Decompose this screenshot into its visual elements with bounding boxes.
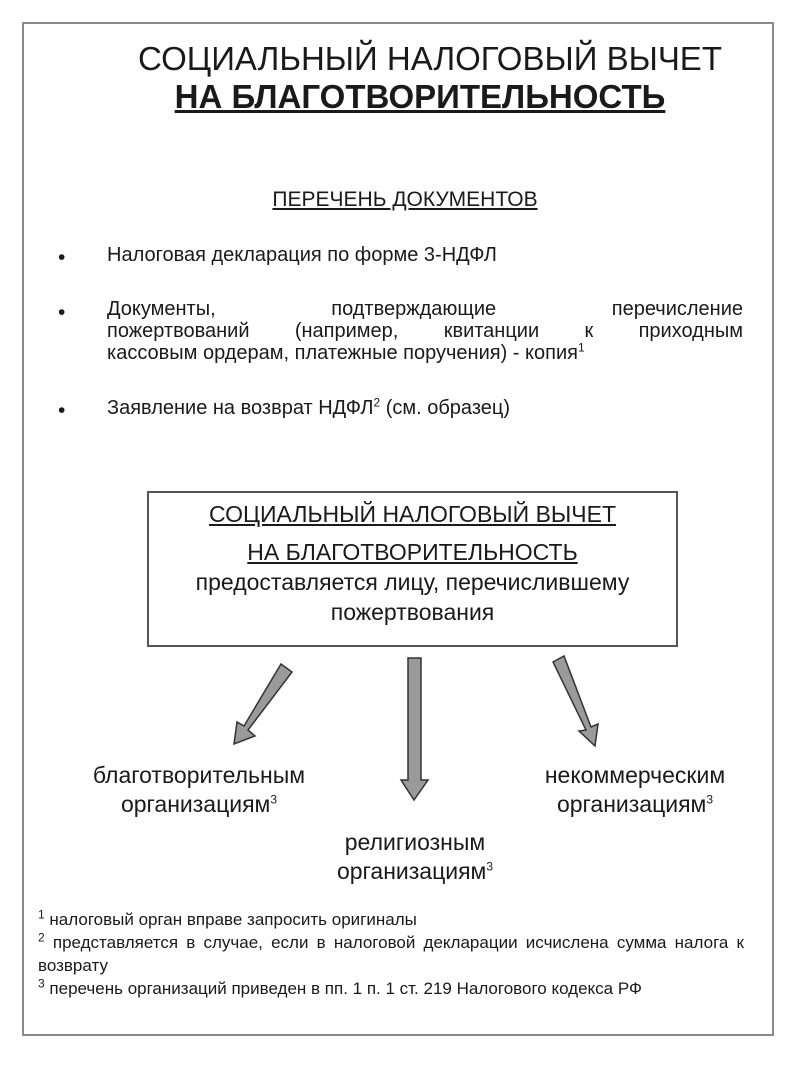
arrow-right-icon xyxy=(553,656,598,746)
footnote-1: $^1$ налоговый орган вправе запросить оригиналы xyxy=(38,907,417,929)
footnote-2: $^2$ представляется в случае, если в налоговой декларации исчислена сумма налога к возврату xyxy=(38,930,744,975)
arrow-left-icon xyxy=(234,664,292,744)
document-item-text: Налоговая декларация по форме 3-НДФЛ xyxy=(107,244,497,266)
box-line-2: НА БЛАГОТВОРИТЕЛЬНОСТЬ xyxy=(247,539,578,565)
footnotes xyxy=(38,908,744,1000)
document-item-text: кассовым ордерам, платежные поручения) - копия$^1$ xyxy=(107,340,585,364)
bullet-icon: • xyxy=(58,246,66,269)
footnote-mark: 3 xyxy=(270,792,278,807)
page-title-line-1: СОЦИАЛЬНЫЙ НАЛОГОВЫЙ ВЫЧЕТ xyxy=(138,40,722,77)
footnote-mark: 2 xyxy=(373,395,381,410)
arrow-middle-icon xyxy=(401,658,428,800)
page-title-line-2: НА БЛАГОТВОРИТЕЛЬНОСТЬ xyxy=(174,78,666,115)
box-line-1: СОЦИАЛЬНЫЙ НАЛОГОВЫЙ ВЫЧЕТ xyxy=(208,501,616,527)
box-line-3: предоставляется лицу, перечислившему xyxy=(195,569,630,595)
recipient-charitable: благотворительным организациям$^3$ xyxy=(92,762,306,817)
recipient-religious: религиозным организациям$^3$ xyxy=(336,829,494,884)
document-item-text: Документы, подтверждающие перечисление xyxy=(107,298,743,320)
box-line-4: пожертвования xyxy=(330,599,495,625)
document-item-text: Заявление на возврат НДФЛ xyxy=(107,397,374,419)
footnote-mark: 1 xyxy=(577,340,585,355)
documents-heading: ПЕРЕЧЕНЬ ДОКУМЕНТОВ xyxy=(272,188,538,211)
footnote-mark: 3 xyxy=(486,859,494,874)
document-item-text: пожертвований (например, квитанции к приходным xyxy=(107,320,743,342)
document-item-text: (см. образец) xyxy=(380,397,511,419)
footnote-3: $^3$ перечень организаций приведен в пп. 1 п. 1 ст. 219 Налогового кодекса РФ xyxy=(38,976,642,998)
recipient-nonprofit: некоммерческим организациям$^3$ xyxy=(544,762,726,817)
footnote-mark: 3 xyxy=(706,792,714,807)
bullet-icon: • xyxy=(58,399,66,422)
bullet-icon: • xyxy=(58,301,66,324)
